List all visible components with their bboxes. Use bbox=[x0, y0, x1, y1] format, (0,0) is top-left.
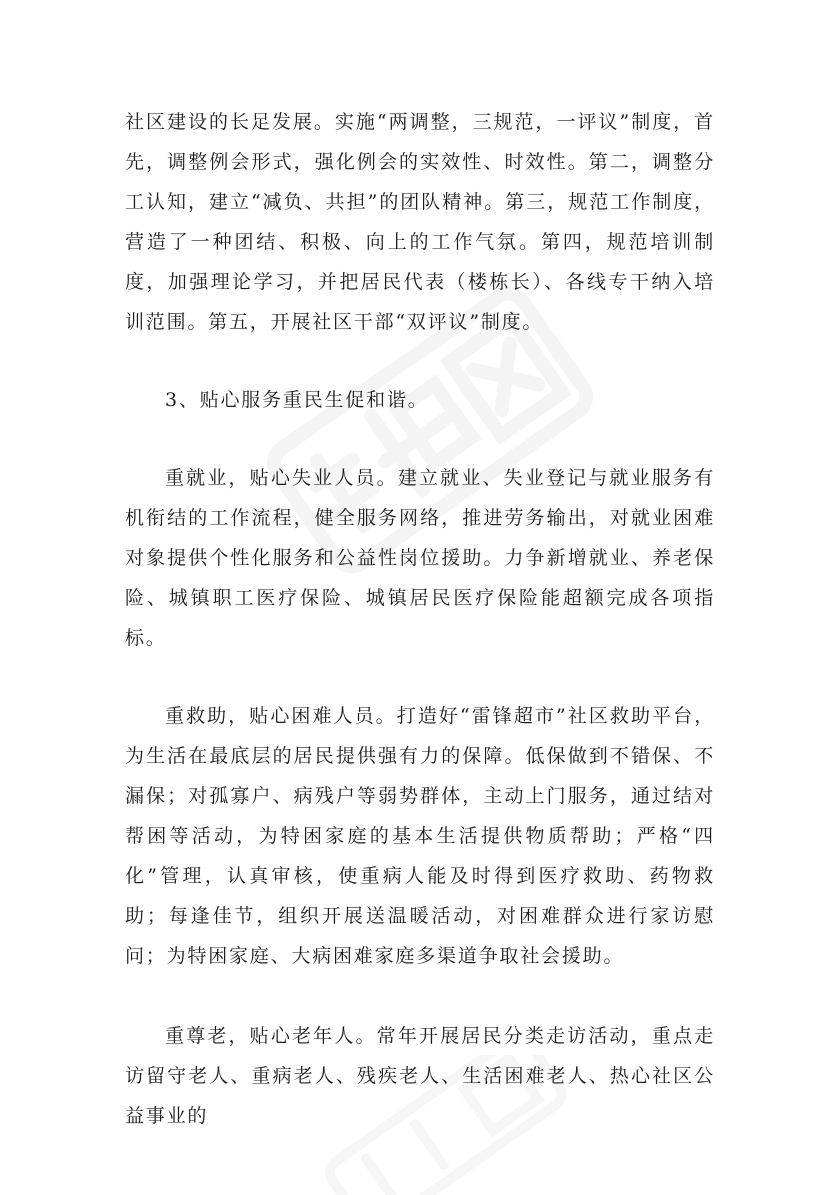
document-body bbox=[125, 102, 715, 1136]
paragraph: 重救助，贴心困难人员。打造好“雷锋超市”社区救助平台，为生活在最底层的居民提供强有力的保障。低保做到不错保、不漏保；对孤寡户、病残户等弱势群体，主动上门服务，通过结对帮困等活动，为特困家庭的基本生活提供物质帮助；严格“四化”管理，认真审核，使重病人能及时得到医疗救助、药物救助；每逢佳节，组织开展送温暖活动，对困难群众进行家访慰问；为特困家庭、大病困难家庭多渠道争取社会援助。 bbox=[125, 705, 715, 967]
paragraph: 重就业，贴心失业人员。建立就业、失业登记与就业服务有机衔结的工作流程，健全服务网络，推进劳务输出，对就业困难对象提供个性化服务和公益性岗位援助。力争新增就业、养老保险、城镇职工医疗保险、城镇居民医疗保险能超额完成各项指标。 bbox=[125, 467, 715, 649]
paragraph: 社区建设的长足发展。实施“两调整，三规范，一评议”制度，首先，调整例会形式，强化例会的实效性、时效性。第二，调整分工认知，建立“减负、共担”的团队精神。第三，规范工作制度，营造了一种团结、积极、向上的工作气氛。第四，规范培训制度，加强理论学习，并把居民代表（楼栋长）、各线专干纳入培训范围。第五，开展社区干部“双评议”制度。 bbox=[125, 111, 715, 333]
section-heading: 3、贴心服务重民生促和谐。 bbox=[165, 389, 429, 411]
paragraph: 重尊老，贴心老年人。常年开展居民分类走访活动，重点走访留守老人、重病老人、残疾老人、生活困难老人、热心社区公益事业的 bbox=[125, 1025, 715, 1127]
